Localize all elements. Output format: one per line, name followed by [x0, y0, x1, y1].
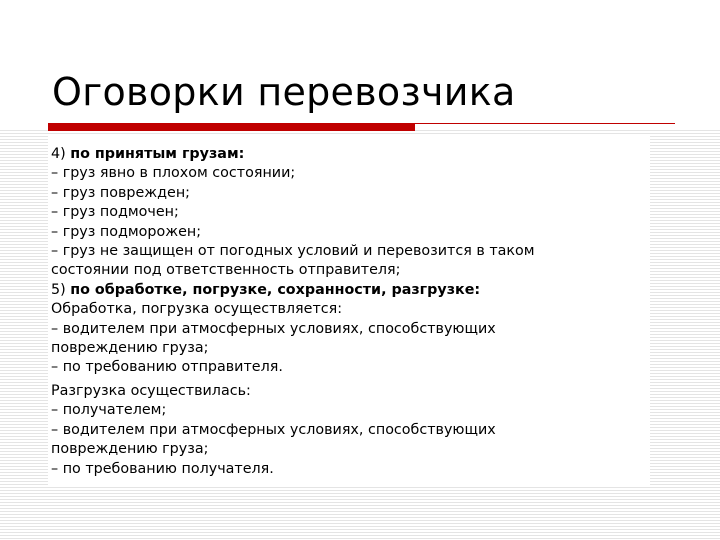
list-item: – по требованию получателя.	[51, 460, 274, 477]
list-item: состоянии под ответственность отправителя;	[51, 262, 401, 279]
list-item: – груз явно в плохом состоянии;	[51, 165, 296, 182]
list-item: – груз подмочен;	[51, 204, 179, 221]
list-item: – водителем при атмосферных условиях, способствующих	[51, 320, 496, 337]
list-item: – по требованию отправителя.	[51, 359, 283, 376]
section-4-heading: 4) по принятым грузам:	[51, 146, 245, 162]
section-5-heading-text: по обработке, погрузке, сохранности, разгрузке:	[70, 281, 481, 298]
list-item: Обработка, погрузка осуществляется:	[51, 301, 343, 318]
list-item: повреждению груза;	[51, 340, 209, 357]
section-5-heading: 5) по обработке, погрузке, сохранности, разгрузке:	[51, 281, 481, 298]
list-item: – груз подморожен;	[51, 223, 202, 240]
list-item: повреждению груза;	[51, 441, 209, 458]
title-accent-bar	[48, 123, 415, 131]
section-4-heading-text: по принятым грузам:	[70, 146, 245, 162]
list-item: – груз поврежден;	[51, 184, 191, 201]
unload-heading: Разгрузка осуществилась:	[51, 382, 251, 399]
slide-body	[51, 145, 646, 479]
list-item: – получателем;	[51, 402, 167, 419]
list-item: – груз не защищен от погодных условий и перевозится в таком	[51, 243, 535, 260]
title-accent-line	[415, 123, 675, 124]
slide-title: Оговорки перевозчика	[52, 70, 516, 114]
list-item: – водителем при атмосферных условиях, способствующих	[51, 421, 496, 438]
